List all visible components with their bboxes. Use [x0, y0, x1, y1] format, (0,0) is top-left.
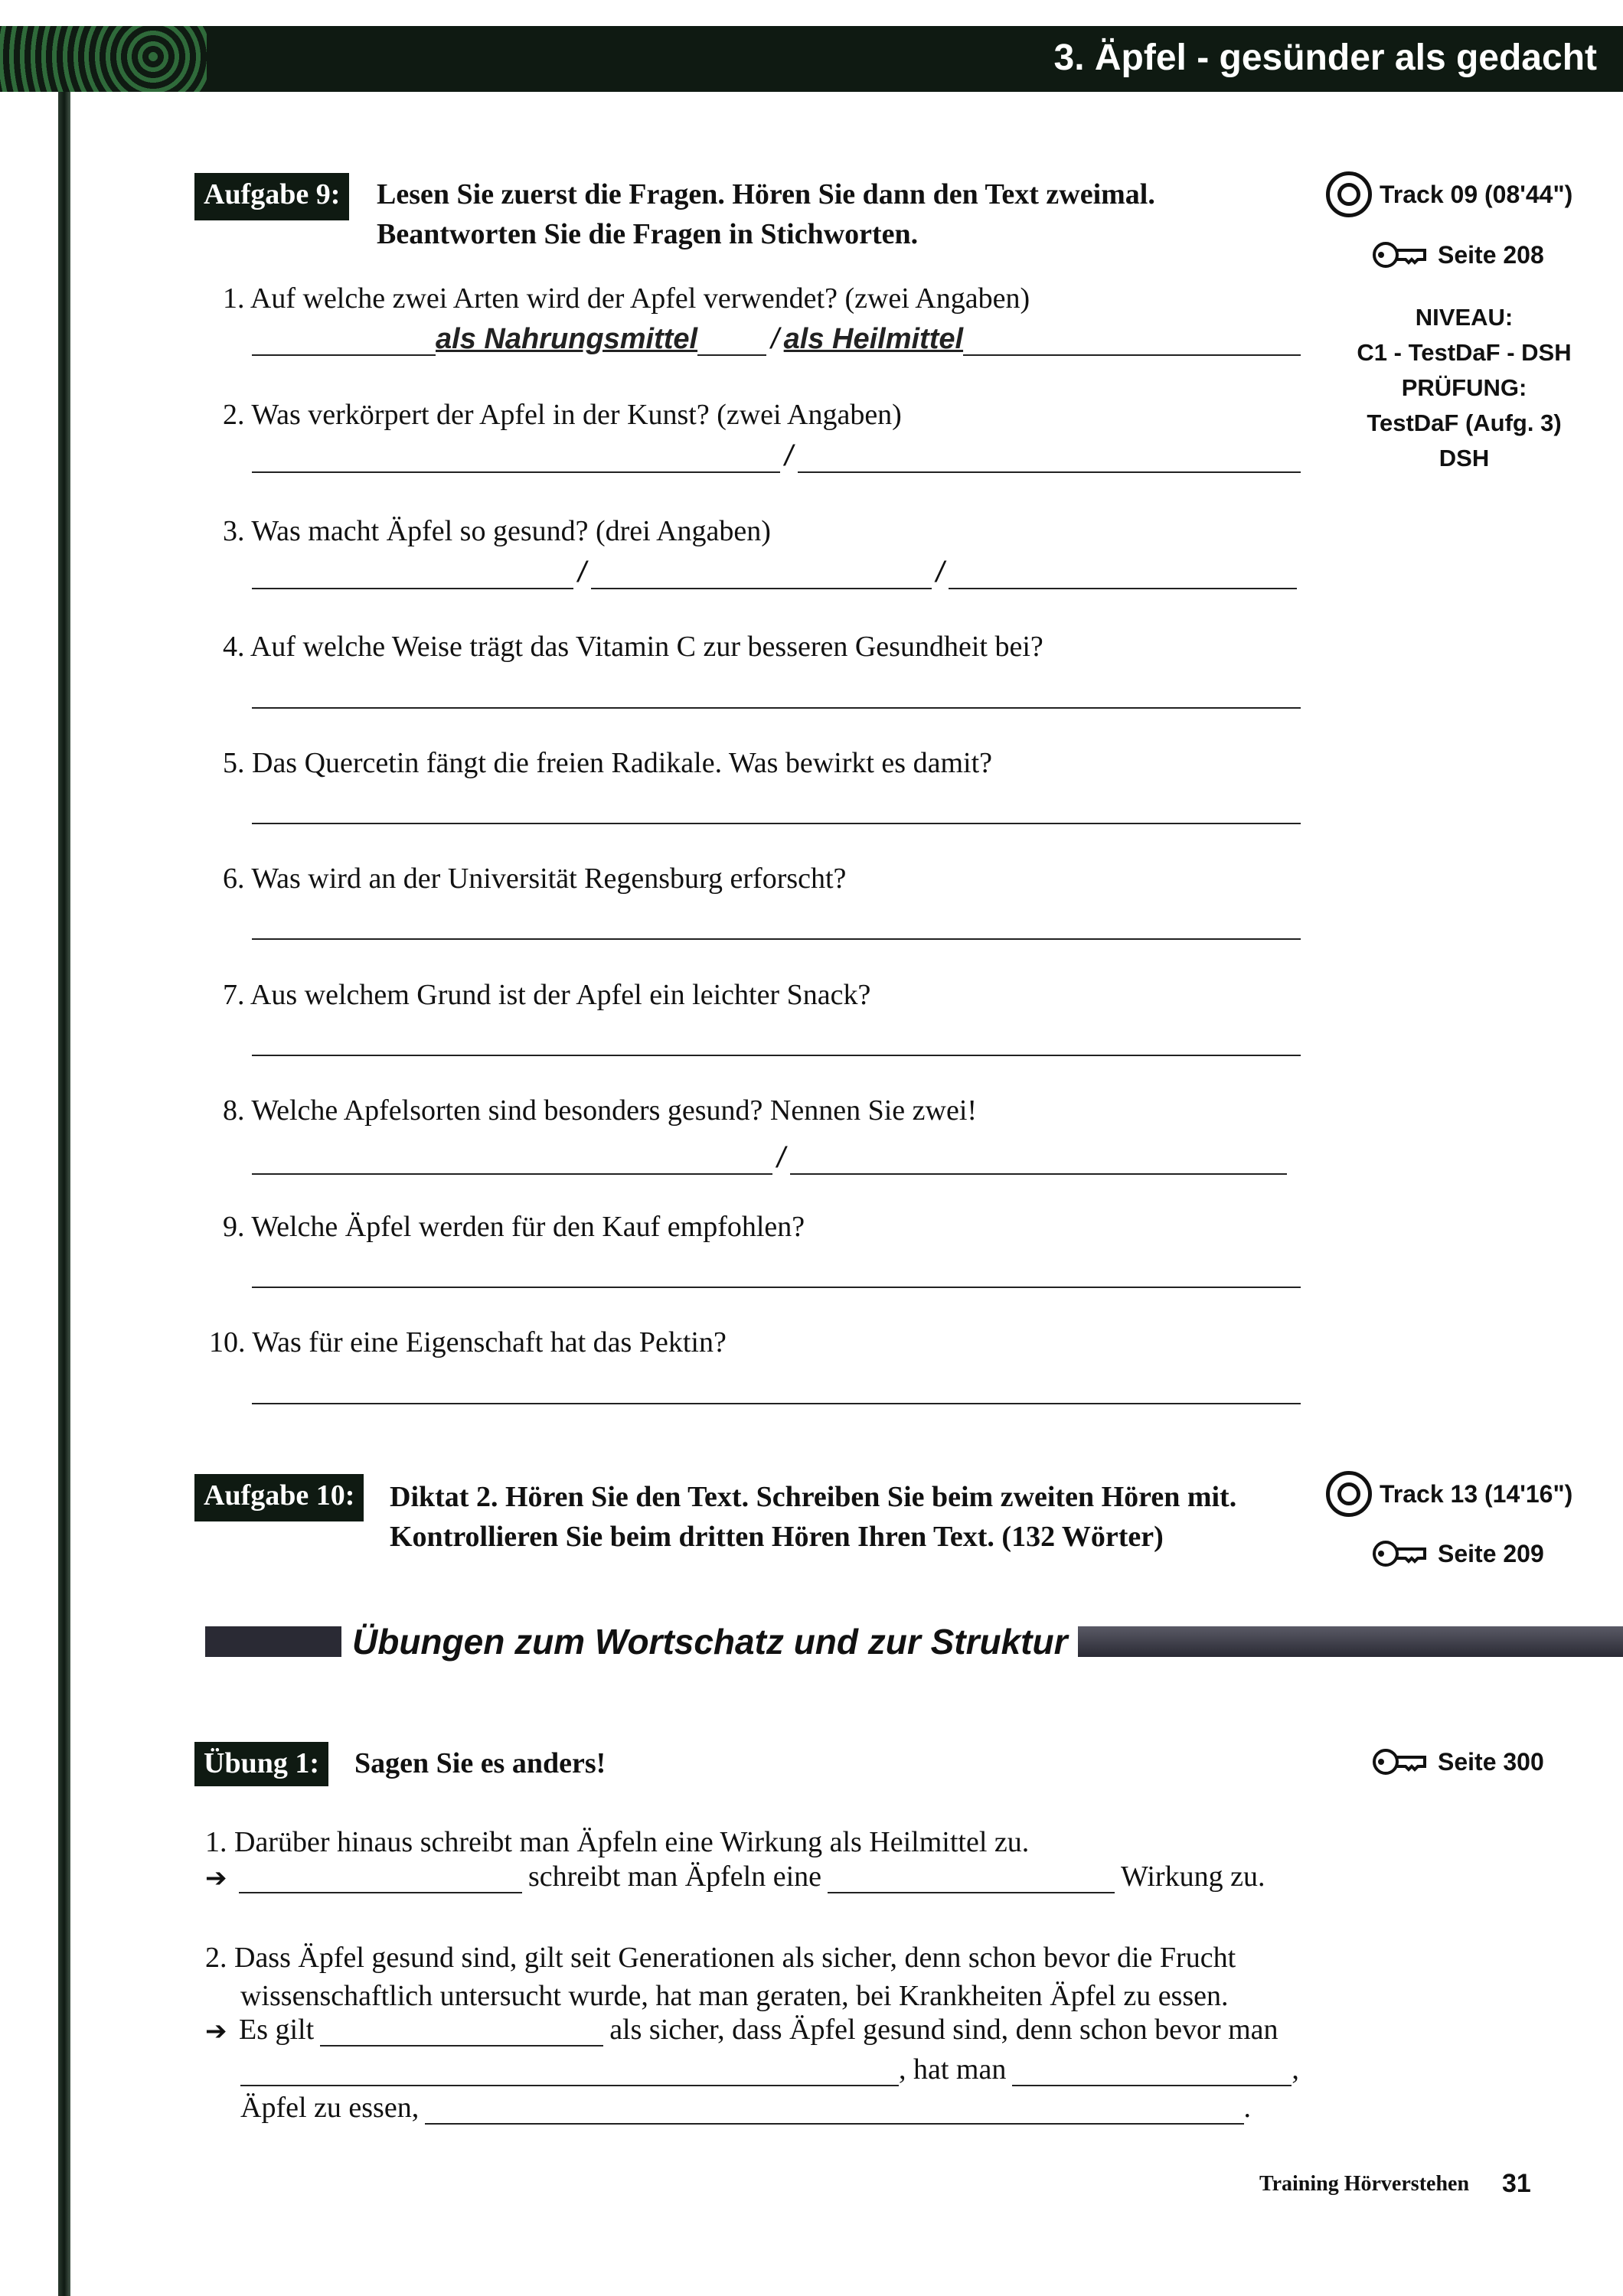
item-2-rewrite-line2 — [240, 2053, 1305, 2086]
page-number: 31 — [1502, 2169, 1531, 2198]
question-10: 10. Was für eine Eigenschaft hat das Pektin? — [209, 1326, 727, 1358]
instruction-line: Kontrollieren Sie beim dritten Hören Ihren Text. (132 Wörter) — [390, 1521, 1164, 1553]
question-1: 1. Auf welche zwei Arten wird der Apfel verwendet? (zwei Angaben) — [223, 282, 1030, 315]
key-icon — [1372, 1746, 1430, 1777]
niveau-label: NIVEAU: — [1415, 304, 1514, 331]
aufgabe-10-label: Aufgabe 10: — [194, 1474, 364, 1521]
niveau-value: C1 - TestDaF - DSH — [1357, 339, 1572, 366]
cd-icon — [1326, 1471, 1372, 1517]
text: , — [1292, 2053, 1299, 2086]
key-page-209 — [1372, 1538, 1544, 1569]
pruefung-value: TestDaF (Aufg. 3) — [1367, 409, 1562, 436]
aufgabe-9-label: Aufgabe 9: — [194, 173, 349, 220]
instruction-line: Beantworten Sie die Fragen in Stichworten. — [377, 218, 919, 250]
text: , hat man — [899, 2053, 1007, 2086]
question-2: 2. Was verkörpert der Apfel in der Kunst? (zwei Angaben) — [223, 399, 902, 431]
answer-4-line[interactable] — [252, 707, 1301, 709]
text: . — [1243, 2092, 1251, 2124]
aufgabe-9-instruction — [377, 174, 1155, 254]
blank[interactable] — [320, 2019, 603, 2047]
question-6: 6. Was wird an der Universität Regensburg erforscht? — [223, 863, 847, 895]
answer-10-line[interactable] — [252, 1403, 1301, 1404]
instruction-line: Diktat 2. Hören Sie den Text. Schreiben Sie beim zweiten Hören mit. — [390, 1481, 1237, 1513]
text: Wirkung zu. — [1121, 1861, 1265, 1893]
section-header — [205, 1621, 1623, 1662]
item-1-sentence: 1. Darüber hinaus schreibt man Äpfeln eine Wirkung als Heilmittel zu. — [205, 1826, 1030, 1858]
key-icon — [1372, 240, 1430, 270]
footer-book-title: Training Hörverstehen — [1259, 2172, 1470, 2196]
separator: / — [936, 556, 945, 589]
key-page-208 — [1372, 240, 1544, 270]
page-spine-line — [58, 92, 70, 2296]
separator: / — [771, 323, 779, 355]
chapter-title: 3. Äpfel - gesünder als gedacht — [1053, 38, 1597, 78]
answer-2-row[interactable] — [252, 440, 1301, 473]
text: Äpfel zu essen, — [240, 2092, 420, 2124]
answer-6-line[interactable] — [252, 938, 1301, 940]
track-09 — [1326, 171, 1572, 217]
blank[interactable] — [425, 2097, 1243, 2125]
arrow-icon: ➔ — [205, 2016, 227, 2047]
uebung-1-instruction: Sagen Sie es anders! — [354, 1747, 606, 1779]
separator: / — [578, 556, 586, 589]
question-3: 3. Was macht Äpfel so gesund? (drei Angaben) — [223, 515, 771, 547]
text: Es gilt — [239, 2014, 315, 2046]
answer-7-line[interactable] — [252, 1055, 1301, 1056]
separator: / — [785, 440, 793, 472]
question-8: 8. Welche Apfelsorten sind besonders gesund? Nennen Sie zwei! — [223, 1094, 978, 1127]
blank[interactable] — [240, 2059, 899, 2086]
answer-5-line[interactable] — [252, 823, 1301, 824]
section-title: Übungen zum Wortschatz und zur Struktur — [352, 1622, 1068, 1662]
key-page-300 — [1372, 1746, 1544, 1777]
item-1-rewrite — [205, 1860, 1285, 1893]
item-2-sentence-line1: 2. Dass Äpfel gesund sind, gilt seit Generationen als sicher, denn schon bevor die Frucht — [205, 1942, 1236, 1974]
separator: / — [777, 1142, 785, 1174]
question-9: 9. Welche Äpfel werden für den Kauf empfohlen? — [223, 1211, 805, 1243]
key-page-label: Seite 208 — [1438, 240, 1544, 269]
uebung-1-label: Übung 1: — [194, 1742, 328, 1786]
instruction-line: Lesen Sie zuerst die Fragen. Hören Sie dann den Text zweimal. — [377, 178, 1155, 210]
track-label: Track 13 (14'16") — [1380, 1479, 1573, 1508]
pruefung-value: DSH — [1438, 445, 1490, 471]
key-page-label: Seite 300 — [1438, 1747, 1544, 1776]
blank[interactable] — [828, 1866, 1115, 1893]
question-7: 7. Aus welchem Grund ist der Apfel ein leichter Snack? — [223, 979, 871, 1011]
pruefung-label: PRÜFUNG: — [1401, 374, 1527, 401]
decorative-pattern — [0, 26, 207, 92]
level-info — [1332, 300, 1596, 476]
answer-9-line[interactable] — [252, 1287, 1301, 1288]
text: als sicher, dass Äpfel gesund sind, denn schon bevor man — [609, 2014, 1278, 2046]
key-page-label: Seite 209 — [1438, 1539, 1544, 1567]
track-label: Track 09 (08'44") — [1380, 180, 1573, 208]
key-icon — [1372, 1538, 1430, 1569]
item-2-rewrite-line1 — [205, 2013, 1292, 2047]
aufgabe-10-instruction — [390, 1477, 1236, 1557]
handwritten-answer: als Nahrungsmittel — [436, 323, 698, 355]
item-2-sentence-line2: wissenschaftlich untersucht wurde, hat man geraten, bei Krankheiten Äpfel zu essen. — [240, 1980, 1229, 2012]
blank[interactable] — [1012, 2059, 1292, 2086]
arrow-icon: ➔ — [205, 1863, 227, 1893]
answer-8-row[interactable] — [252, 1142, 1287, 1175]
question-5: 5. Das Quercetin fängt die freien Radikale. Was bewirkt es damit? — [223, 747, 992, 779]
text: schreibt man Äpfeln eine — [528, 1861, 822, 1893]
cd-icon — [1326, 171, 1372, 217]
blank[interactable] — [239, 1866, 522, 1893]
section-bar-left — [205, 1626, 341, 1657]
question-4: 4. Auf welche Weise trägt das Vitamin C zur besseren Gesundheit bei? — [223, 631, 1043, 663]
answer-3-row[interactable] — [252, 556, 1297, 589]
item-2-rewrite-line3 — [240, 2091, 1251, 2125]
section-bar-right — [1078, 1626, 1623, 1657]
track-13 — [1326, 1471, 1572, 1517]
answer-1-row[interactable] — [252, 323, 1301, 356]
handwritten-answer: als Heilmittel — [783, 323, 964, 355]
